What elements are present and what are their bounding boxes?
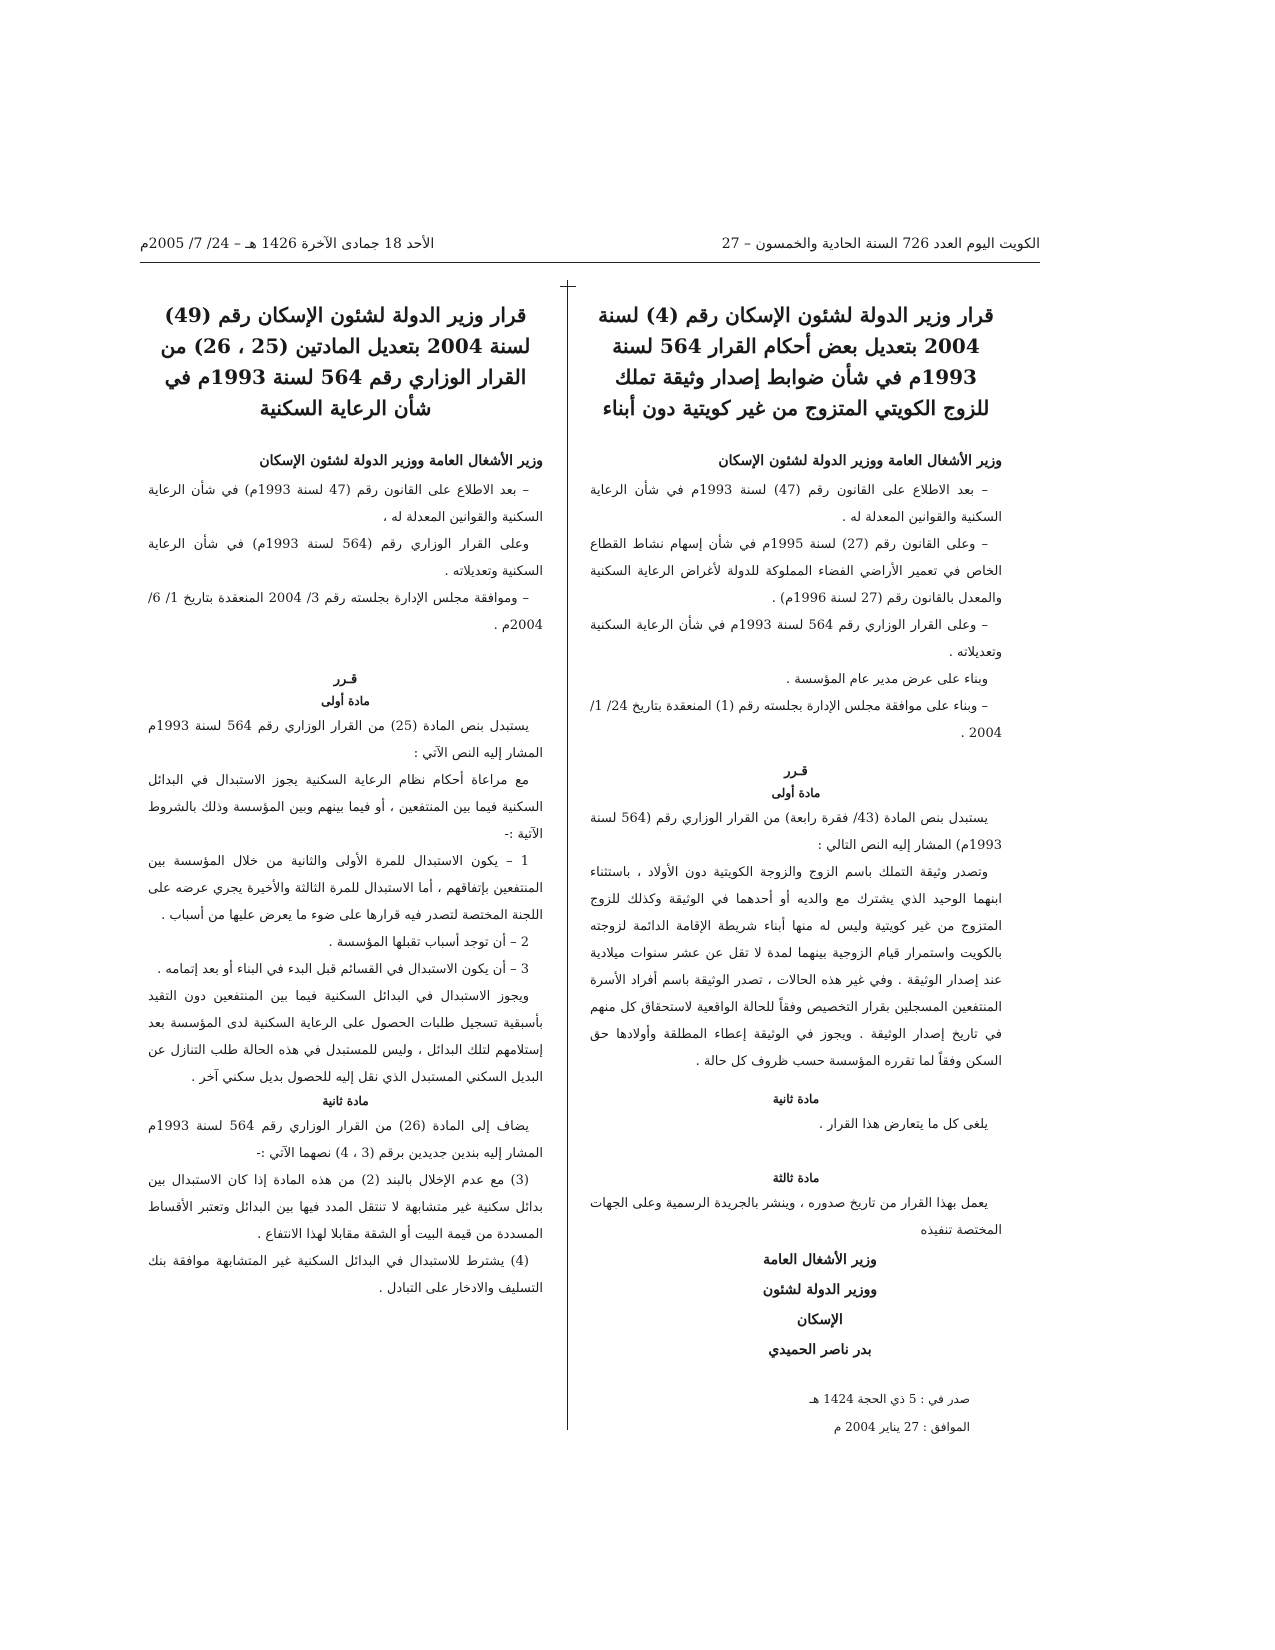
decree-4-preamble-5: – وبناء على موافقة مجلس الإدارة بجلسته رقم (1) المنعقدة بتاريخ 24/ 1/ 2004 . — [590, 699, 1002, 741]
decree-49-article-2-item-3: (3) مع عدم الإخلال بالبند (2) من هذه المادة إذا كان الاستبدال بين بدائل سكنية غير متشابهة لا تنتقل المدد فيها بين البدائل وتعتبر الأقساط المسددة من قيمة البيت أو الشقة مقابلا لهذا الانتفاع . — [148, 1173, 543, 1242]
decree-4-article-1-text: وتصدر وثيقة التملك باسم الزوج والزوجة الكويتية دون الأولاد ، باستثناء ابنهما الوحيد الذي يشترك مع والديه أو أحدهما في الوثيقة وكذلك للزوج المتزوج من غير كويتية وليس له منها أبناء شريطة الإقامة الدائمة لزوجته بالكويت واستمرار قيام الزوجية بينهما لمدة لا تقل عن عشر سنوات ميلادية عند إصدار الوثيقة . وفي غير هذه الحالات ، تصدر الوثيقة باسم أفراد الأسرة المنتفعين المسجلين بقرار التخصيص وفقاً للحالة الواقعية لاستحقاق كل منهم في تاريخ إصدار الوثيقة . ويجوز في الوثيقة إعطاء المطلقة وأولادها حق السكن وفقاً لما تقرره المؤسسة حسب ظروف كل حالة . — [590, 865, 1002, 1069]
decree-4-issuer: وزير الأشغال العامة ووزير الدولة لشئون الإسكان — [718, 453, 1002, 469]
decree-49-issuer: وزير الأشغال العامة ووزير الدولة لشئون الإسكان — [259, 453, 543, 469]
decree-4-preamble-1: – بعد الاطلاع على القانون رقم (47) لسنة 1993م في شأن الرعاية السكنية والقوانين المعدلة له . — [590, 483, 1002, 525]
decree-49-article-1-clause-1: 1 – يكون الاستبدال للمرة الأولى والثانية من خلال المؤسسة بين المنتفعين بإتفاقهم ، أما الاستبدال للمرة الثالثة والأخيرة يجري عرضه على اللجنة المختصة لتصدر فيه قرارها على ضوء ما يعرض عليها من أسباب . — [148, 854, 543, 923]
header-rule — [140, 262, 1040, 263]
decree-49-preamble-2: وعلى القرار الوزاري رقم (564 لسنة 1993م) في شأن الرعاية السكنية وتعديلاته . — [148, 537, 543, 579]
decree-4-preamble-2: – وعلى القانون رقم (27) لسنة 1995م في شأن إسهام نشاط القطاع الخاص في تعمير الأراضي الفضاء المملوكة للدولة لأغراض الرعاية السكنية والمعدل بالقانون رقم (27 لسنة 1996م) . — [590, 537, 1002, 606]
decree-4-title: قرار وزير الدولة لشئون الإسكان رقم (4) لسنة 2004 بتعديل بعض أحكام القرار 564 لسنة 1993م في شأن ضوابط إصدار وثيقة تملك للزوج الكويتي المتزوج من غير كويتية دون أبناء — [598, 303, 994, 420]
decree-4-decided: قـرر — [784, 764, 808, 779]
issued-hijri: صدر في : 5 ذي الحجة 1424 هـ — [809, 1392, 970, 1406]
issue-date-block — [770, 1385, 970, 1441]
decree-49-title: قرار وزير الدولة لشئون الإسكان رقم (49) لسنة 2004 بتعديل المادتين (25 ، 26) من القرار الوزاري رقم 564 لسنة 1993م في شأن الرعاية السكنية — [160, 303, 531, 420]
column-divider-cross — [560, 286, 576, 287]
decree-49-article-1-clause-2: 2 – أن توجد أسباب تقبلها المؤسسة . — [328, 935, 529, 950]
decree-4-preamble-4: وبناء على عرض مدير عام المؤسسة . — [786, 672, 988, 687]
decree-49-preamble-1: – بعد الاطلاع على القانون رقم (47 لسنة 1993م) في شأن الرعاية السكنية والقوانين المعدلة له ، — [148, 483, 543, 525]
decree-49-article-2-intro: يضاف إلى المادة (26) من القرار الوزاري رقم 564 لسنة 1993م المشار إليه بندين جديدين برقم (3 ، 4) نصهما الآتي :- — [148, 1119, 543, 1161]
decree-49-article-1-conditions: مع مراعاة أحكام نظام الرعاية السكنية يجوز الاستبدال في البدائل السكنية فيما بين المنتفعين ، أو فيما بينهم وبين المؤسسة وذلك بالشروط الآتية :- — [148, 773, 543, 842]
issued-gregorian: الموافق : 27 يناير 2004 م — [833, 1420, 970, 1434]
decree-4-article-2-text: يلغى كل ما يتعارض هذا القرار . — [818, 1117, 988, 1132]
decree-49-article-2-item-4: (4) يشترط للاستبدال في البدائل السكنية غير المتشابهة موافقة بنك التسليف والادخار على التبادل . — [148, 1254, 543, 1296]
decree-49-column — [148, 300, 543, 1302]
decree-49-article-1-closing: ويجوز الاستبدال في البدائل السكنية فيما بين المنتفعين دون التقيد بأسبقية تسجيل طلبات الحصول على الرعاية السكنية لدى المؤسسة بعد إستلامهم لتلك البدائل ، وليس للمستبدل في هذه الحالة طلب التنازل عن البديل السكني المستبدل الذي نقل إليه للحصول بديل سكني آخر . — [148, 989, 543, 1085]
header-date: الأحد 18 جمادى الآخرة 1426 هـ – 24/ 7/ 2005م — [140, 236, 435, 252]
decree-49-article-1-heading: مادة أولى — [321, 694, 370, 708]
signature-title-2: ووزير الدولة لشئون الإسكان — [762, 1282, 878, 1328]
decree-4-article-2-heading: مادة ثانية — [772, 1092, 820, 1106]
decree-49-preamble-3: – وموافقة مجلس الإدارة بجلسته رقم 3/ 2004 المنعقدة بتاريخ 1/ 6/ 2004م . — [148, 591, 543, 633]
decree-4-article-1-heading: مادة أولى — [771, 786, 821, 800]
decree-4-article-1-intro: يستبدل بنص المادة (43/ فقرة رابعة) من القرار الوزاري رقم (564 لسنة 1993م) المشار إليه النص التالي : — [590, 811, 1002, 853]
decree-49-article-1-intro: يستبدل بنص المادة (25) من القرار الوزاري رقم 564 لسنة 1993م المشار إليه النص الآتي : — [148, 719, 543, 761]
decree-4-column — [590, 300, 1002, 1244]
decree-49-article-2-heading: مادة ثانية — [322, 1094, 369, 1108]
minister-signature — [740, 1245, 900, 1365]
decree-4-article-3-text: يعمل بهذا القرار من تاريخ صدوره ، وينشر بالجريدة الرسمية وعلى الجهات المختصة تنفيذه — [590, 1196, 1002, 1238]
decree-49-article-1-clause-3: 3 – أن يكون الاستبدال في القسائم قبل البدء في البناء أو بعد إتمامه . — [157, 962, 529, 977]
signature-name: بدر ناصر الحميدي — [768, 1342, 872, 1358]
signature-title-1: وزير الأشغال العامة — [763, 1252, 877, 1268]
header-issue-info: الكويت اليوم العدد 726 السنة الحادية والخمسون – 27 — [721, 236, 1040, 252]
decree-4-article-3-heading: مادة ثالثة — [772, 1171, 820, 1185]
decree-4-preamble-3: – وعلى القرار الوزاري رقم 564 لسنة 1993م في شأن الرعاية السكنية وتعديلاته . — [590, 618, 1002, 660]
column-divider — [567, 280, 568, 1430]
decree-49-decided: قـرر — [333, 672, 358, 687]
running-header — [140, 236, 1040, 262]
